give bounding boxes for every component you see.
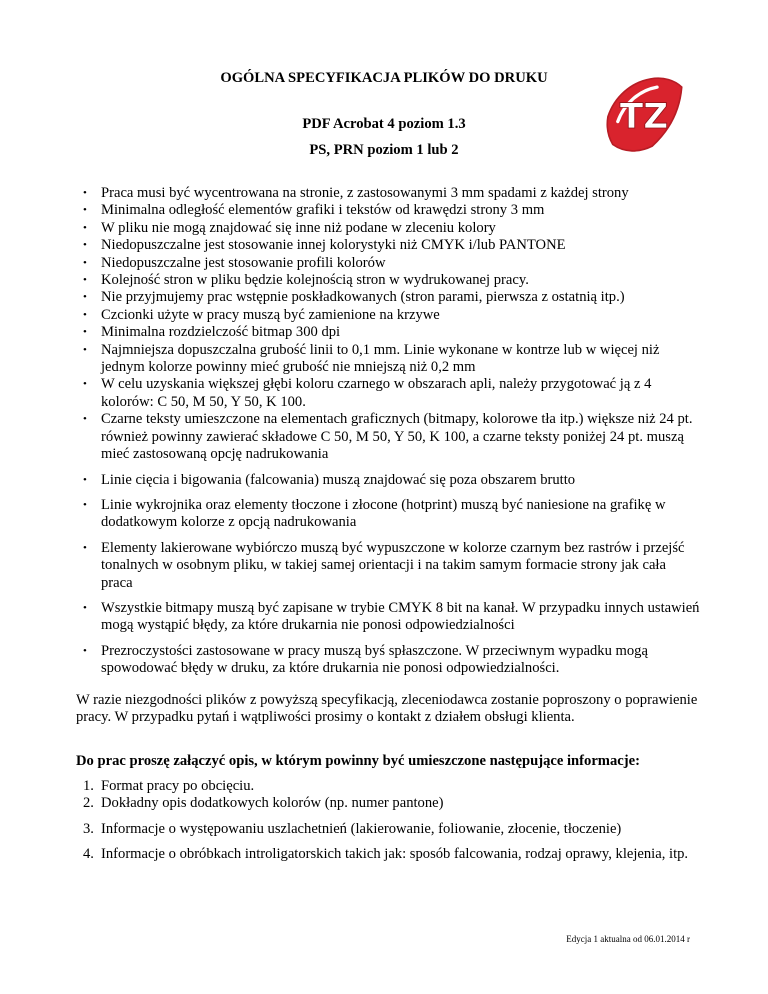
list-item: • Minimalna odległość elementów grafiki i tekstów od krawędzi strony 3 mm [83, 202, 545, 219]
subtitle-pdf: PDF Acrobat 4 poziom 1.3 [302, 116, 466, 132]
logo-text: TZ [619, 97, 669, 138]
list-item: • Praca musi być wycentrowana na stronie, z zastosowanymi 3 mm spadami z każdej strony [83, 185, 629, 201]
list-item: • Najmniejsza dopuszczalna grubość linii to 0,1 mm. Linie wykonane w kontrze lub w więcej niż jednym kolorze powinny mieć grubość nie mniejszą niż 0,2 mm [83, 341, 660, 376]
bullet-icon: • [83, 644, 87, 657]
list-item: • Elementy lakierowane wybiórczo muszą być wypuszczone w kolorze czarnym bez rastrów i przejść tonalnych w osobnym pliku, w takiej samej orientacji i na takim samym formacie strony jak cała praca [83, 539, 685, 591]
subtitle-ps: PS, PRN poziom 1 lub 2 [309, 142, 459, 158]
bullet-icon: • [83, 473, 87, 486]
list-item: • Wszystkie bitmapy muszą być zapisane w trybie CMYK 8 bit na kanał. W przypadku innych ustawień mogą wystąpić błędy, za które drukarnia nie ponosi odpowiedzialności [83, 599, 700, 634]
list-item: 3. Informacje o występowaniu uszlachetnień (lakierowanie, foliowanie, złocenie, tłoczenie) [83, 820, 622, 837]
bullet-icon: • [83, 221, 87, 234]
list-item: 1. Format pracy po obcięciu. [83, 778, 255, 794]
list-item: • Kolejność stron w pliku będzie kolejnością stron w wydrukowanej pracy. [83, 272, 529, 289]
list-item: • Czcionki użyte w pracy muszą być zamienione na krzywe [83, 306, 440, 323]
bullet-icon: • [83, 204, 87, 217]
bullet-icon: • [83, 291, 87, 304]
bullet-icon: • [83, 541, 87, 554]
correction-paragraph: W razie niezgodności plików z powyższą specyfikacją, zleceniodawca zostanie poproszony o poprawienie pracy. W przypadku pytań i wątpliwości prosimy o kontakt z działem obsługi klienta. [76, 692, 698, 726]
page-title: OGÓLNA SPECYFIKACJA PLIKÓW DO DRUKU [220, 70, 548, 86]
bullet-icon: • [83, 326, 87, 339]
list-item: 2. Dokładny opis dodatkowych kolorów (np. numer pantone) [83, 795, 444, 812]
bullet-icon: • [83, 308, 87, 321]
info-list [0, 778, 768, 864]
list-item: • Nie przyjmujemy prac wstępnie poskładkowanych (stron parami, pierwsza z ostatnią itp.) [83, 289, 625, 306]
bullet-icon: • [83, 343, 87, 356]
list-item: • Linie cięcia i bigowania (falcowania) muszą znajdować się poza obszarem brutto [83, 471, 576, 488]
info-heading: Do prac proszę załączyć opis, w którym powinny być umieszczone następujące informacje: [76, 753, 640, 769]
list-item: • W celu uzyskania większej głębi koloru czarnego w obszarach apli, należy przygotować ją z 4 kolorów: C 50, M 50, Y 50, K 100. [83, 376, 652, 410]
bullet-icon: • [83, 601, 87, 614]
specification-list [0, 185, 768, 678]
list-item: • Czarne teksty umieszczone na elementach graficznych (bitmapy, kolorowe tła itp.) większe niż 24 pt. również powinny zawierać składowe C 50, M 50, Y 50, K 100, a czarne teksty poniżej 24 pt. muszą mieć zastosowaną opcję nadrukowania [83, 411, 693, 463]
list-item: • Linie wykrojnika oraz elementy tłoczone i złocone (hotprint) muszą być naniesione na grafikę w dodatkowym kolorze z opcją nadrukowania [83, 496, 666, 531]
bullet-icon: • [83, 413, 87, 426]
bullet-icon: • [83, 239, 87, 252]
list-item: • W pliku nie mogą znajdować się inne niż podane w zleceniu kolory [83, 219, 496, 236]
bullet-icon: • [83, 187, 87, 199]
list-item: • Minimalna rozdzielczość bitmap 300 dpi [83, 324, 341, 341]
bullet-icon: • [83, 274, 87, 287]
bullet-icon: • [83, 256, 87, 269]
bullet-icon: • [83, 498, 87, 511]
list-item: • Niedopuszczalne jest stosowanie profili kolorów [83, 254, 386, 271]
list-item: • Prezroczystości zastosowane w pracy muszą byś spłaszczone. W przeciwnym wypadku mogą spowodować błędy w druku, za które drukarnia nie ponosi odpowiedzialności. [83, 642, 648, 677]
list-item: • Niedopuszczalne jest stosowanie innej kolorystyki niż CMYK i/lub PANTONE [83, 237, 566, 254]
edition-note: Edycja 1 aktualna od 06.01.2014 r [566, 934, 690, 944]
bullet-icon: • [83, 378, 87, 391]
list-item: 4. Informacje o obróbkach introligatorskich takich jak: sposób falcowania, rodzaj oprawy, klejenia, itp. [83, 846, 689, 863]
